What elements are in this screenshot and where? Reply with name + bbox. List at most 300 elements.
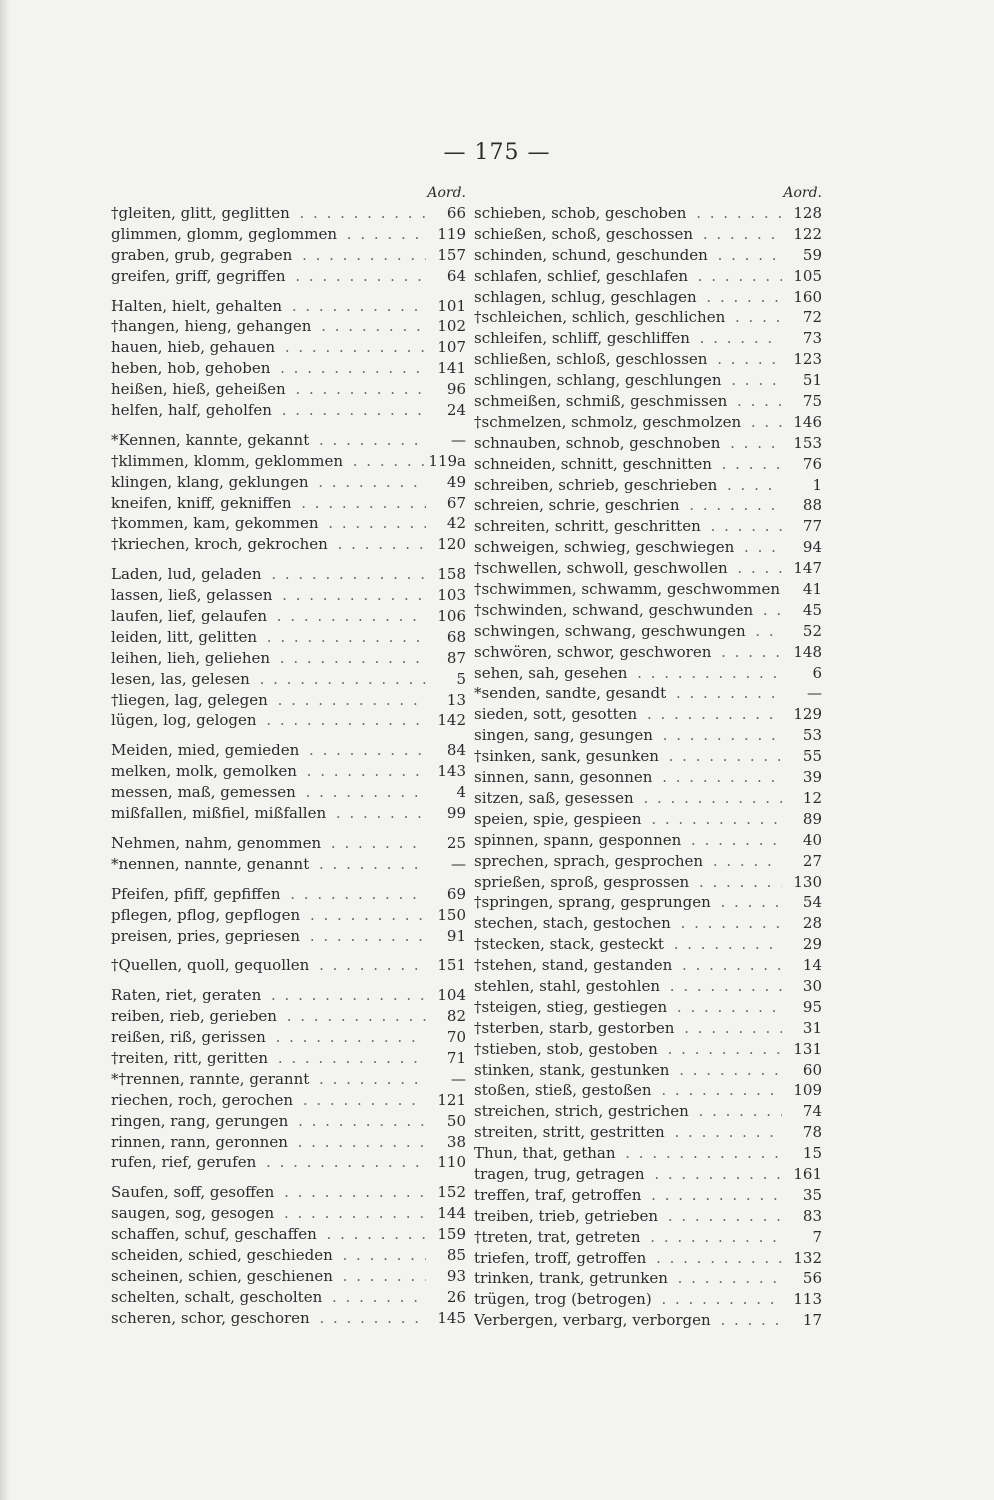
verb-number: 132	[782, 1248, 822, 1269]
verb-forms	[474, 579, 782, 600]
verb-forms	[111, 782, 426, 803]
verb-forms	[474, 1101, 782, 1122]
verb-number: 160	[782, 287, 822, 308]
verb-number: 87	[426, 648, 466, 669]
page-number: — 175 —	[443, 140, 551, 165]
verb-forms-text: kneifen, kniff, gekniffen	[111, 494, 294, 512]
verb-forms	[111, 266, 426, 287]
verb-forms-text: †schwinden, schwand, geschwunden	[474, 601, 756, 619]
verb-forms-text: singen, sang, gesungen	[474, 726, 656, 744]
verb-entry	[111, 1182, 466, 1203]
verb-forms	[474, 955, 782, 976]
verb-number: 119	[426, 224, 466, 245]
verb-forms-text: mißfallen, mißfiel, mißfallen	[111, 804, 329, 822]
verb-forms	[474, 245, 782, 266]
verb-number: 101	[426, 296, 466, 317]
verb-number: 53	[782, 725, 822, 746]
verb-number: 120	[426, 534, 466, 555]
verb-entry	[111, 1203, 466, 1224]
verb-forms-text: saugen, sog, gesogen	[111, 1204, 277, 1222]
verb-forms	[111, 1132, 426, 1153]
verb-forms	[474, 642, 782, 663]
verb-entry	[474, 370, 822, 391]
verb-forms-text: schweigen, schwieg, geschwiegen	[474, 538, 737, 556]
verb-forms-text: greifen, griff, gegriffen	[111, 267, 289, 285]
verb-entry	[474, 349, 822, 370]
verb-forms	[474, 1060, 782, 1081]
verb-entry	[474, 830, 822, 851]
verb-number: 7	[782, 1227, 822, 1248]
verb-forms	[474, 663, 782, 684]
verb-entry	[111, 451, 466, 472]
verb-forms-text: stoßen, stieß, gestoßen	[474, 1081, 655, 1099]
verb-number: 42	[426, 513, 466, 534]
verb-forms	[111, 926, 426, 947]
verb-forms-text: triefen, troff, getroffen	[474, 1249, 649, 1267]
verb-number: 41	[782, 579, 822, 600]
verb-number: 26	[426, 1287, 466, 1308]
verb-entry	[474, 245, 822, 266]
verb-forms	[474, 287, 782, 308]
verb-forms-text: graben, grub, gegraben	[111, 246, 295, 264]
verb-forms	[111, 316, 426, 337]
verb-number: 129	[782, 704, 822, 725]
verb-forms-text: scheren, schor, geschoren	[111, 1309, 313, 1327]
verb-entry	[111, 493, 466, 514]
verb-forms-text: Raten, riet, geraten	[111, 986, 264, 1004]
verb-forms	[111, 1287, 426, 1308]
verb-number: 99	[426, 803, 466, 824]
verb-number: 148	[782, 642, 822, 663]
verb-number: 4	[426, 782, 466, 803]
verb-entry	[111, 534, 466, 555]
verb-forms-text: sehen, sah, gesehen	[474, 664, 630, 682]
verb-number: 105	[782, 266, 822, 287]
verb-number: 102	[426, 316, 466, 337]
verb-entry	[111, 585, 466, 606]
verb-entry	[474, 1164, 822, 1185]
verb-forms	[474, 830, 782, 851]
verb-entry	[474, 621, 822, 642]
verb-forms-text: †stecken, stack, gesteckt	[474, 935, 667, 953]
verb-number: 74	[782, 1101, 822, 1122]
verb-number: 5	[426, 669, 466, 690]
verb-forms-text: glimmen, glomm, geglommen	[111, 225, 340, 243]
verb-forms	[111, 690, 426, 711]
verb-forms	[474, 1227, 782, 1248]
verb-forms	[474, 1143, 782, 1164]
verb-entry	[111, 782, 466, 803]
verb-forms	[111, 430, 426, 451]
verb-forms	[111, 493, 426, 514]
verb-number: 89	[782, 809, 822, 830]
verb-forms	[474, 1164, 782, 1185]
left-entry-list	[111, 203, 466, 1329]
verb-entry	[111, 266, 466, 287]
verb-forms	[111, 955, 426, 976]
verb-number: —	[426, 854, 466, 875]
verb-entry	[111, 1069, 466, 1090]
verb-entry	[111, 1048, 466, 1069]
verb-forms-text: Nehmen, nahm, genommen	[111, 834, 324, 852]
verb-forms-text: rufen, rief, gerufen	[111, 1153, 259, 1171]
verb-number: 27	[782, 851, 822, 872]
verb-forms-text: leihen, lieh, geliehen	[111, 649, 273, 667]
verb-number: 12	[782, 788, 822, 809]
verb-entry	[474, 997, 822, 1018]
verb-forms	[474, 1310, 782, 1331]
verb-forms-text: schlafen, schlief, geschlafen	[474, 267, 691, 285]
verb-entry	[111, 316, 466, 337]
verb-forms-text: heißen, hieß, geheißen	[111, 380, 289, 398]
verb-forms-text: †stieben, stob, gestoben	[474, 1040, 661, 1058]
verb-forms-text: schinden, schund, geschunden	[474, 246, 711, 264]
verb-number: 143	[426, 761, 466, 782]
verb-entry	[474, 328, 822, 349]
verb-forms	[474, 224, 782, 245]
verb-forms	[111, 513, 426, 534]
verb-forms-text: trügen, trog (betrogen)	[474, 1290, 655, 1308]
verb-forms	[474, 1080, 782, 1101]
verb-forms-text: heben, hob, gehoben	[111, 359, 273, 377]
verb-forms	[474, 621, 782, 642]
verb-entry	[474, 1310, 822, 1331]
verb-entry	[474, 683, 822, 704]
verb-forms-text: †schmelzen, schmolz, geschmolzen	[474, 413, 744, 431]
verb-forms	[474, 516, 782, 537]
verb-forms	[474, 872, 782, 893]
verb-forms-text: hauen, hieb, gehauen	[111, 338, 278, 356]
verb-number: 52	[782, 621, 822, 642]
verb-forms-text: stinken, stank, gestunken	[474, 1061, 672, 1079]
verb-entry	[111, 513, 466, 534]
verb-number: 78	[782, 1122, 822, 1143]
verb-entry	[111, 833, 466, 854]
verb-number: 109	[782, 1080, 822, 1101]
verb-forms	[474, 704, 782, 725]
verb-entry	[111, 203, 466, 224]
verb-entry	[111, 884, 466, 905]
verb-forms	[474, 370, 782, 391]
verb-forms-text: †kommen, kam, gekommen	[111, 514, 322, 532]
verb-number: 104	[426, 985, 466, 1006]
verb-number: 103	[426, 585, 466, 606]
verb-entry	[474, 391, 822, 412]
verb-forms	[111, 1090, 426, 1111]
right-column	[474, 183, 822, 1331]
verb-forms-text: streichen, strich, gestrichen	[474, 1102, 692, 1120]
verb-number: 30	[782, 976, 822, 997]
verb-forms-text: †sinken, sank, gesunken	[474, 747, 662, 765]
verb-number: 141	[426, 358, 466, 379]
verb-forms-text: schließen, schloß, geschlossen	[474, 350, 710, 368]
verb-number: 106	[426, 606, 466, 627]
verb-entry	[111, 740, 466, 761]
verb-entry	[474, 475, 822, 496]
verb-forms-text: schlagen, schlug, geschlagen	[474, 288, 700, 306]
verb-entry	[111, 224, 466, 245]
verb-forms-text: sieden, sott, gesotten	[474, 705, 640, 723]
verb-entry	[474, 1206, 822, 1227]
verb-forms	[474, 788, 782, 809]
verb-number: 45	[782, 600, 822, 621]
verb-number: 15	[782, 1143, 822, 1164]
verb-number: 56	[782, 1268, 822, 1289]
verb-forms	[474, 1248, 782, 1269]
verb-forms	[111, 245, 426, 266]
verb-forms	[474, 537, 782, 558]
verb-forms	[111, 648, 426, 669]
verb-forms	[474, 1268, 782, 1289]
verb-entry	[474, 224, 822, 245]
verb-number: —	[782, 683, 822, 704]
scan-edge-shadow	[0, 0, 10, 1500]
verb-entry	[474, 1039, 822, 1060]
verb-entry	[111, 1090, 466, 1111]
verb-forms	[111, 1224, 426, 1245]
verb-forms-text: †schwimmen, schwamm, geschwommen	[474, 580, 782, 598]
verb-forms-text: helfen, half, geholfen	[111, 401, 275, 419]
verb-forms-text: †liegen, lag, gelegen	[111, 691, 271, 709]
verb-number: 51	[782, 370, 822, 391]
verb-number: 75	[782, 391, 822, 412]
verb-entry	[474, 1185, 822, 1206]
verb-entry	[474, 934, 822, 955]
verb-forms	[111, 854, 426, 875]
verb-number: 28	[782, 913, 822, 934]
verb-forms-text: *†rennen, rannte, gerannt	[111, 1070, 312, 1088]
verb-entry	[111, 1132, 466, 1153]
verb-number: 107	[426, 337, 466, 358]
verb-entry	[111, 358, 466, 379]
verb-forms-text: ringen, rang, gerungen	[111, 1112, 291, 1130]
verb-entry	[111, 1006, 466, 1027]
verb-entry	[111, 472, 466, 493]
verb-entry	[111, 564, 466, 585]
verb-forms-text: sinnen, sann, gesonnen	[474, 768, 655, 786]
verb-forms-text: spinnen, spann, gesponnen	[474, 831, 684, 849]
verb-number: 145	[426, 1308, 466, 1329]
verb-forms-text: scheinen, schien, geschienen	[111, 1267, 336, 1285]
verb-forms-text: sprechen, sprach, gesprochen	[474, 852, 706, 870]
verb-entry	[111, 854, 466, 875]
verb-forms	[111, 740, 426, 761]
verb-number: 54	[782, 892, 822, 913]
verb-forms-text: leiden, litt, gelitten	[111, 628, 260, 646]
verb-forms-text: †gleiten, glitt, geglitten	[111, 204, 293, 222]
verb-forms	[474, 997, 782, 1018]
verb-entry	[111, 430, 466, 451]
verb-forms	[474, 475, 782, 496]
verb-forms	[111, 1006, 426, 1027]
verb-entry	[474, 851, 822, 872]
verb-forms	[111, 224, 426, 245]
verb-number: 119a	[426, 451, 466, 472]
verb-forms-text: schwören, schwor, geschworen	[474, 643, 714, 661]
verb-entry	[111, 1224, 466, 1245]
verb-forms	[474, 495, 782, 516]
verb-forms-text: laufen, lief, gelaufen	[111, 607, 270, 625]
verb-forms-text: speien, spie, gespieen	[474, 810, 645, 828]
verb-forms	[111, 379, 426, 400]
verb-number: 153	[782, 433, 822, 454]
verb-number: 73	[782, 328, 822, 349]
verb-forms	[474, 454, 782, 475]
verb-entry	[111, 1287, 466, 1308]
verb-forms-text: *nennen, nannte, genannt	[111, 855, 312, 873]
verb-forms-text: rinnen, rann, geronnen	[111, 1133, 291, 1151]
verb-forms-text: †schleichen, schlich, geschlichen	[474, 308, 728, 326]
verb-forms-text: Verbergen, verbarg, verborgen	[474, 1311, 714, 1329]
verb-forms-text: schwingen, schwang, geschwungen	[474, 622, 749, 640]
verb-forms-text: schlingen, schlang, geschlungen	[474, 371, 725, 389]
verb-forms	[474, 1185, 782, 1206]
verb-forms	[111, 1308, 426, 1329]
verb-forms-text: riechen, roch, gerochen	[111, 1091, 296, 1109]
verb-forms	[111, 564, 426, 585]
verb-forms	[474, 307, 782, 328]
verb-forms	[111, 472, 426, 493]
left-column-header: Aord.	[427, 185, 466, 201]
verb-number: 121	[426, 1090, 466, 1111]
verb-entry	[474, 767, 822, 788]
verb-forms-text: †klimmen, klomm, geklommen	[111, 452, 346, 470]
verb-number: 91	[426, 926, 466, 947]
verb-forms	[111, 761, 426, 782]
verb-entry	[474, 287, 822, 308]
verb-forms	[111, 669, 426, 690]
verb-forms-text: †stehen, stand, gestanden	[474, 956, 675, 974]
verb-number: 31	[782, 1018, 822, 1039]
verb-entry	[474, 307, 822, 328]
verb-entry	[111, 627, 466, 648]
verb-entry	[111, 1266, 466, 1287]
verb-entry	[111, 690, 466, 711]
verb-entry	[474, 955, 822, 976]
verb-forms-text: schieben, schob, geschoben	[474, 204, 689, 222]
verb-forms	[111, 833, 426, 854]
verb-number: 161	[782, 1164, 822, 1185]
verb-number: 29	[782, 934, 822, 955]
verb-forms	[474, 203, 782, 224]
verb-number: 88	[782, 495, 822, 516]
verb-number: 146	[782, 412, 822, 433]
verb-forms-text: Meiden, mied, gemieden	[111, 741, 302, 759]
verb-forms	[474, 391, 782, 412]
verb-number: 93	[426, 1266, 466, 1287]
verb-number: 151	[426, 955, 466, 976]
verb-number: 85	[426, 1245, 466, 1266]
verb-forms-text: tragen, trug, getragen	[474, 1165, 648, 1183]
verb-entry	[474, 600, 822, 621]
verb-number: 77	[782, 516, 822, 537]
verb-number: 40	[782, 830, 822, 851]
verb-entry	[111, 1111, 466, 1132]
verb-forms	[474, 976, 782, 997]
verb-forms-text: trinken, trank, getrunken	[474, 1269, 671, 1287]
verb-entry	[474, 1227, 822, 1248]
verb-forms-text: Pfeifen, pfiff, gepfiffen	[111, 885, 284, 903]
verb-forms-text: lesen, las, gelesen	[111, 670, 253, 688]
verb-forms	[111, 1048, 426, 1069]
verb-number: 147	[782, 558, 822, 579]
verb-number: 70	[426, 1027, 466, 1048]
verb-entry	[474, 412, 822, 433]
verb-forms	[474, 1122, 782, 1143]
verb-forms	[111, 1266, 426, 1287]
verb-forms	[474, 767, 782, 788]
verb-entry	[474, 809, 822, 830]
verb-entry	[474, 1060, 822, 1081]
verb-forms-text: †schwellen, schwoll, geschwollen	[474, 559, 731, 577]
verb-entry	[474, 704, 822, 725]
verb-entry	[474, 454, 822, 475]
verb-entry	[474, 725, 822, 746]
verb-entry	[474, 1289, 822, 1310]
verb-entry	[111, 710, 466, 731]
verb-forms	[474, 266, 782, 287]
verb-number: 66	[426, 203, 466, 224]
verb-entry	[474, 537, 822, 558]
verb-forms	[111, 803, 426, 824]
verb-forms-text: †kriechen, kroch, gekrochen	[111, 535, 331, 553]
verb-forms-text: reißen, riß, gerissen	[111, 1028, 269, 1046]
verb-forms	[111, 606, 426, 627]
verb-number: 131	[782, 1039, 822, 1060]
verb-forms-text: preisen, pries, gepriesen	[111, 927, 303, 945]
verb-forms-text: schreiten, schritt, geschritten	[474, 517, 704, 535]
verb-number: 95	[782, 997, 822, 1018]
verb-number: 38	[426, 1132, 466, 1153]
verb-entry	[474, 1268, 822, 1289]
verb-forms	[111, 1152, 426, 1173]
verb-entry	[474, 1143, 822, 1164]
verb-forms-text: †steigen, stieg, gestiegen	[474, 998, 670, 1016]
verb-forms	[111, 1182, 426, 1203]
verb-number: 82	[426, 1006, 466, 1027]
verb-forms	[474, 746, 782, 767]
verb-forms-text: schneiden, schnitt, geschnitten	[474, 455, 715, 473]
verb-entry	[111, 1245, 466, 1266]
verb-entry	[474, 433, 822, 454]
verb-number: 35	[782, 1185, 822, 1206]
verb-entry	[111, 1152, 466, 1173]
verb-number: 159	[426, 1224, 466, 1245]
verb-forms	[474, 433, 782, 454]
verb-forms	[111, 534, 426, 555]
verb-number: 84	[426, 740, 466, 761]
verb-forms	[111, 1027, 426, 1048]
verb-forms	[474, 851, 782, 872]
verb-forms-text: schaffen, schuf, geschaffen	[111, 1225, 320, 1243]
verb-number: 130	[782, 872, 822, 893]
verb-forms-text: Thun, that, gethan	[474, 1144, 619, 1162]
verb-forms	[111, 627, 426, 648]
verb-forms	[111, 585, 426, 606]
verb-forms-text: Saufen, soff, gesoffen	[111, 1183, 277, 1201]
verb-entry	[474, 663, 822, 684]
verb-entry	[111, 296, 466, 317]
right-column-header: Aord.	[783, 185, 822, 201]
verb-forms-text: streiten, stritt, gestritten	[474, 1123, 668, 1141]
verb-forms-text: *senden, sandte, gesandt	[474, 684, 669, 702]
verb-entry	[111, 905, 466, 926]
verb-entry	[111, 985, 466, 1006]
verb-forms	[474, 349, 782, 370]
verb-forms-text: †Quellen, quoll, gequollen	[111, 956, 312, 974]
verb-forms-text: treffen, traf, getroffen	[474, 1186, 644, 1204]
verb-forms	[111, 710, 426, 731]
